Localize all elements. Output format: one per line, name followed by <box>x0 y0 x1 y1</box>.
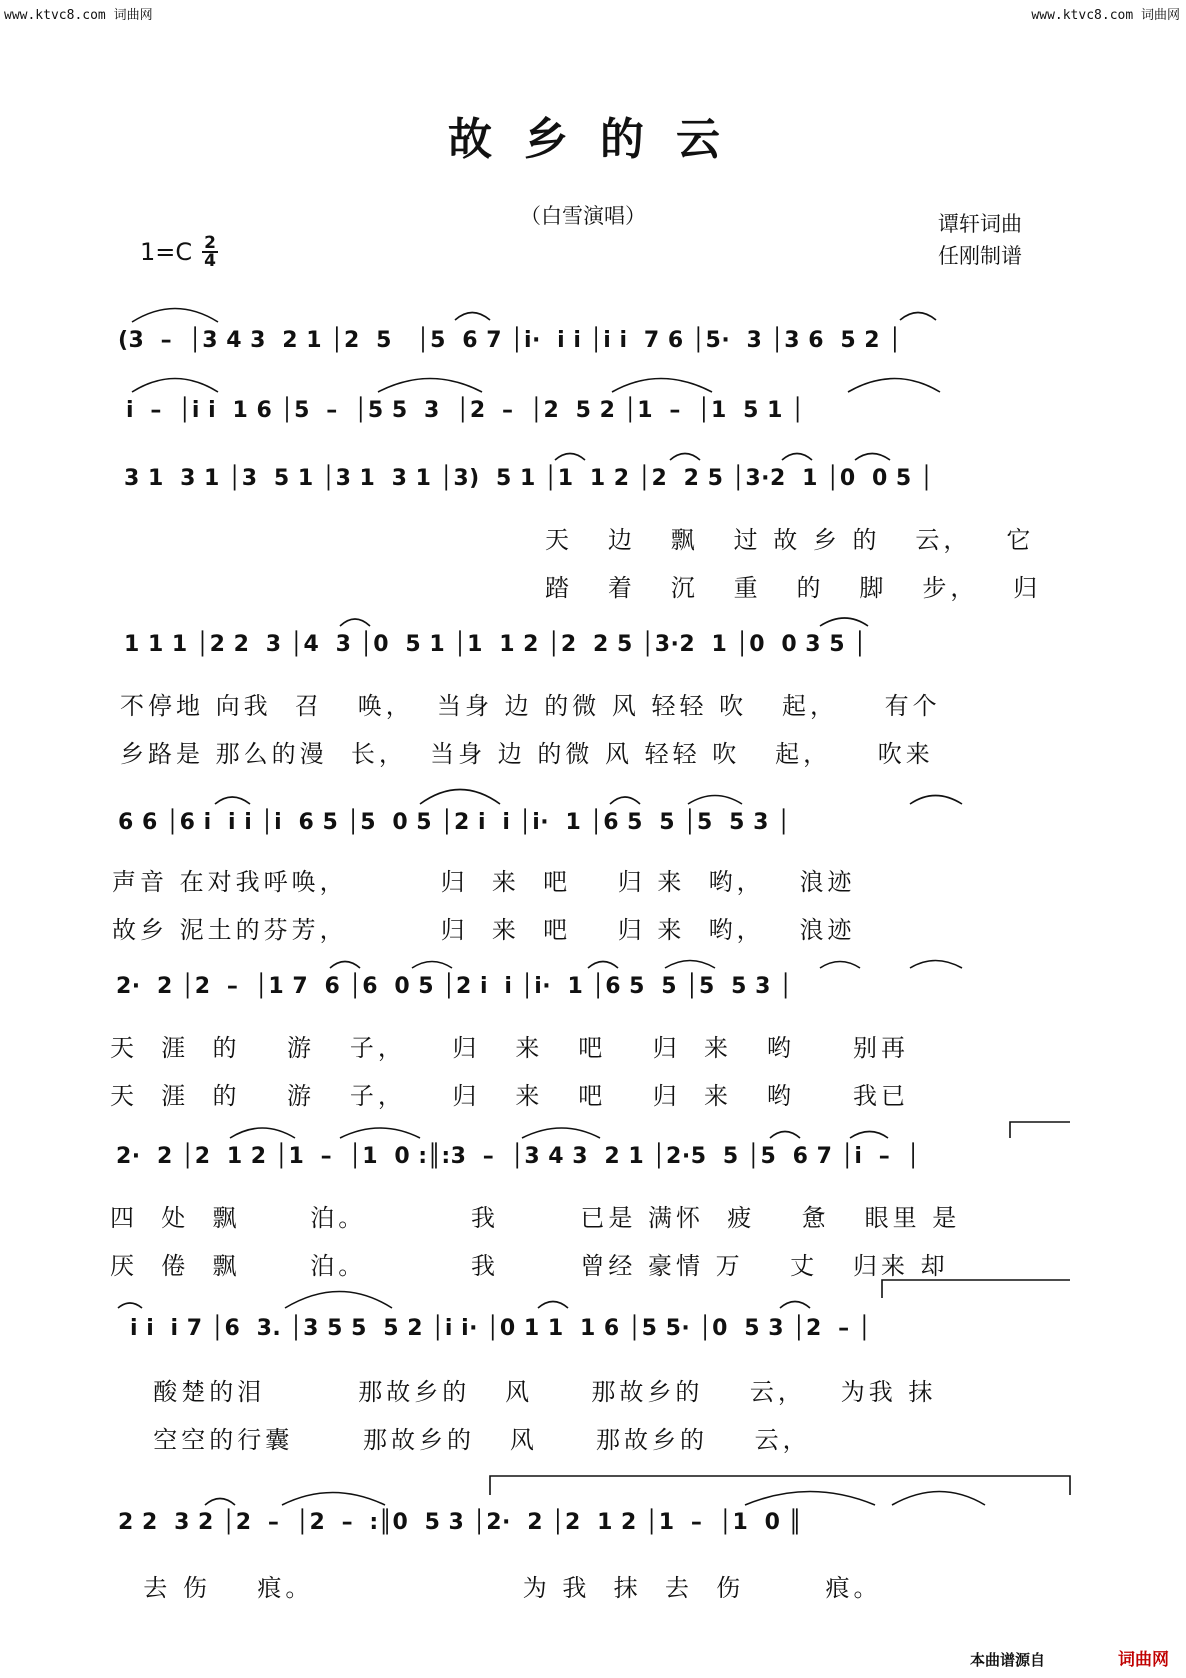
music-line-6: 2· 2 │2 – │1 7 6 │6 0 5 │2 i i │i· 1 │6 5 5 │5 5 3 │ <box>116 974 793 999</box>
slur <box>205 1499 235 1506</box>
slur <box>745 1492 875 1506</box>
slur <box>282 1493 385 1506</box>
slur <box>118 1303 142 1308</box>
slur <box>522 1128 600 1138</box>
lyric-line-3-verse-2: 踏 着 沉 重 的 脚 步， 归 <box>545 574 1042 602</box>
slur <box>910 961 962 969</box>
slur <box>1010 1122 1070 1138</box>
slur <box>538 1302 568 1309</box>
lyric-line-7-verse-1: 四 处 飘 泊。 我 已是 满怀 疲 惫 眼里 是 <box>110 1204 961 1232</box>
page-title: 故乡的云 <box>448 114 752 165</box>
slur <box>688 796 742 805</box>
slur <box>132 379 218 393</box>
slur <box>848 379 940 393</box>
slur <box>782 454 812 461</box>
slur <box>780 1302 810 1309</box>
lyric-line-8-verse-2: 空空的行囊 那故乡的 风 那故乡的 云， <box>130 1426 811 1454</box>
lyric-line-4-verse-1: 不停地 向我 召 唤， 当身 边 的微 风 轻轻 吹 起， 有个 <box>120 692 941 720</box>
lyric-line-9-verse-1: 去 伤 痕。 为 我 抹 去 伤 痕。 <box>120 1574 882 1602</box>
footer-brand[interactable]: 词曲网 <box>1118 1650 1169 1670</box>
slur <box>900 313 936 321</box>
time-numerator: 2 <box>204 233 216 253</box>
music-line-4: 1 1 1 │2 2 3 │4 3 │0 5 1 │1 1 2 │2 2 5 │3·2 1 │0 0 3 5 │ <box>124 632 867 657</box>
lyric-line-7-verse-2: 厌 倦 飘 泊。 我 曾经 豪情 万 丈 归来 却 <box>110 1252 949 1280</box>
music-line-5: 6 6 │6 i i i │i 6 5 │5 0 5 │2 i i │i· 1 │6 5 5 │5 5 3 │ <box>118 810 791 835</box>
slur <box>555 454 585 461</box>
lyric-line-5-verse-1: 声音 在对我呼唤， 归 来 吧 归 来 哟， 浪迹 <box>112 868 856 896</box>
slur <box>770 1132 800 1139</box>
slur <box>378 379 482 393</box>
slur <box>230 1128 295 1138</box>
slur <box>455 313 490 321</box>
slur <box>910 796 962 805</box>
music-line-3: 3 1 3 1 │3 5 1 │3 1 3 1 │3) 5 1 │1 1 2 │2 2 5 │3·2 1 │0 0 5 │ <box>124 466 934 491</box>
slur <box>285 1292 392 1309</box>
watermark-left: www.ktvc8.com 词曲网 <box>4 8 153 23</box>
slur <box>610 797 640 804</box>
music-line-9: 2 2 3 2 │2 – │2 – :║0 5 3 │2· 2 │2 1 2 │1 – │1 0 ║ <box>118 1510 803 1535</box>
slur <box>340 1128 420 1138</box>
volta-2 <box>490 1476 1070 1495</box>
slur <box>670 454 700 461</box>
lyric-line-6-verse-2: 天 涯 的 游 子， 归 来 吧 归 来 哟 我已 <box>110 1082 910 1110</box>
footer-source: 本曲谱源自 <box>970 1651 1046 1669</box>
lyric-line-4-verse-2: 乡路是 那么的漫 长， 当身 边 的微 风 轻轻 吹 起， 吹来 <box>120 740 934 768</box>
slur <box>855 454 890 461</box>
time-denominator: 4 <box>204 251 216 271</box>
music-line-8: i i i 7 │6 3. │3 5 5 5 2 │i i· │0 1 1 1 6 │5 5· │0 5 3 │2 – │ <box>130 1316 872 1341</box>
key-signature: 1=C <box>140 238 193 266</box>
slur <box>215 797 250 804</box>
singer-note: （白雪演唱） <box>520 204 646 228</box>
music-line-1: (3 – │3 4 3 2 1 │2 5 │5 6 7 │i· i i │i i 7 6 │5· 3 │3 6 5 2 │ <box>118 328 903 353</box>
volta-1 <box>882 1280 1070 1298</box>
credit-lyrics-music: 谭轩词曲 <box>938 212 1022 236</box>
slur <box>420 790 500 805</box>
music-line-7: 2· 2 │2 1 2 │1 – │1 0 :║:3 – │3 4 3 2 1 │2·5 5 │5 6 7 │i – │ <box>116 1144 921 1169</box>
slur <box>820 962 860 969</box>
lyric-line-8-verse-1: 酸楚的泪 那故乡的 风 那故乡的 云， 为我 抹 <box>130 1378 937 1406</box>
slur <box>665 961 715 969</box>
slur <box>612 379 712 393</box>
slur <box>892 1492 985 1506</box>
music-line-2: i – │i i 1 6 │5 – │5 5 3 │2 – │2 5 2 │1 – │1 5 1 │ <box>126 398 805 423</box>
lyric-line-5-verse-2: 故乡 泥土的芬芳， 归 来 吧 归 来 哟， 浪迹 <box>112 916 856 944</box>
slur <box>850 1132 888 1139</box>
lyric-line-6-verse-1: 天 涯 的 游 子， 归 来 吧 归 来 哟 别再 <box>110 1034 910 1062</box>
slur <box>330 962 360 969</box>
slur <box>820 618 868 626</box>
slur <box>412 962 452 969</box>
credit-notation: 任刚制谱 <box>938 244 1022 268</box>
slur <box>588 962 618 969</box>
watermark-right: www.ktvc8.com 词曲网 <box>1031 8 1180 23</box>
slur <box>340 619 370 626</box>
slur <box>132 309 218 323</box>
lyric-line-3-verse-1: 天 边 飘 过 故 乡 的 云， 它 <box>545 526 1035 554</box>
